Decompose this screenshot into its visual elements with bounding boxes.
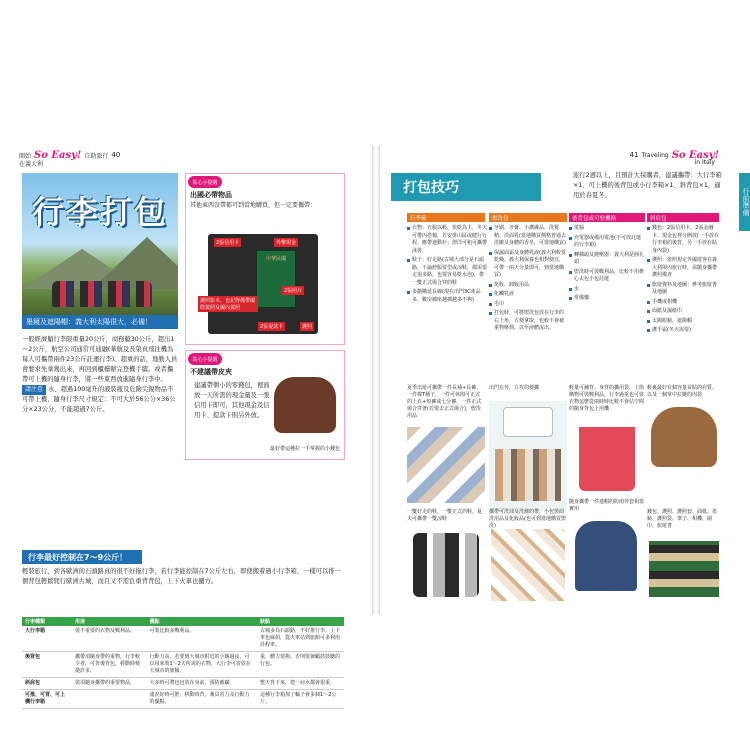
caption-toiletry-bag: 出門在外，方攻的便攜 (489, 385, 540, 391)
shoes-photo (413, 533, 479, 597)
label-photos: 2張照片 (284, 288, 303, 294)
essentials-title: 出國必帶物品 (190, 191, 232, 199)
wallet-tip-box (185, 350, 345, 460)
left-page (15, 145, 370, 705)
passport-image (256, 250, 296, 308)
running-head-label: 開始 (19, 152, 32, 160)
table-header: 行李種類 (22, 617, 72, 626)
list-item: 衣物：衣服以輕、快乾為主，冬天可帶內搭棉，若安排山區或健行行程，應帶連動衫；漂洋可租可攜帶泳裝 (407, 225, 487, 255)
table-cell: 裝須隨身攜帶的重要物品。 (72, 678, 146, 690)
list-item: 旅遊資料及地圖：參考旅遊書及地圖 (647, 282, 721, 297)
table-row (22, 690, 344, 709)
list-item: 轉插頭及變壓器：義大利是圓孔頭 (569, 252, 645, 267)
passport-wallet-photo (200, 234, 318, 334)
list-item: 常備藥 (569, 295, 645, 303)
shoulder-bag-list (647, 225, 721, 337)
right-page (383, 145, 750, 615)
table-header: 優點 (146, 617, 257, 626)
list-item: 多隨購延長線(現在出門3C產品多，數房插座越插越多不夠) (407, 289, 487, 304)
column-header-suitcase: 行李箱 (407, 213, 485, 222)
label-atm-cards: 2張提款卡 (260, 324, 284, 330)
brand-logo: So Easy! (671, 149, 719, 161)
list-item: 手機或相機 (647, 299, 721, 307)
label-foreign-cash: 外幣現金 (276, 240, 297, 246)
table-cell: 大行李箱 (22, 626, 72, 652)
caption-tote-bag: 輕量可舖背、身背的攜用袋，上街購物可裝戰利品，行李過重也可裝衣物這麼從兩時時比較不會佔空間的隨身背包上用機 (569, 385, 645, 412)
section-title: 打包技巧 (391, 173, 541, 201)
list-item: 毛巾 (489, 301, 567, 309)
list-item: 護照：依照規定外國遊客在義大利境內旅行時，需隨身攜帶護照備查 (647, 257, 721, 280)
backpack-list (569, 225, 645, 305)
list-item: 打包時，可將盥洗包放在行李的右上角，方便拿取，也較不會被重物壓到，以至液體流出。 (489, 310, 567, 333)
intro-paragraph (22, 335, 178, 415)
clothes-photo (407, 427, 485, 503)
jacket-photo (575, 521, 637, 591)
caption-cosmetics: 攜帶可洗油及洗滌的帶，小包裝面洗用品及化妝品(也可到當地購買盥洗) (489, 509, 566, 529)
column-header-backpack: 後背包或可登機箱 (569, 213, 645, 222)
table-cell: 可裝比較多戰利品。 (146, 626, 257, 652)
weight-subheading: 行李最好控制在7～9公斤！ (22, 550, 142, 564)
heart-badge-icon: 貼心小提醒 (188, 176, 222, 188)
list-item: 電腦 (569, 225, 645, 233)
page-number: 41 (629, 151, 639, 159)
caption-jacket: 隨身攜帶一件連帽的防雨外套相當實用 (569, 499, 645, 512)
table-header-row (22, 617, 344, 626)
wallet-tip-text: 建議帶個小的零錢包，裡面放一天所需的現金量及一張信用卡即可，其他現金及信用卡、提款卡則另外放。 (194, 382, 270, 419)
table-header: 用途 (72, 617, 146, 626)
list-item: 牙刷、牙膏、小護膚品、洗髮精、洗面乳(當地購買價格普通去洗臉及身體的香皂，可當地購買) (489, 225, 567, 248)
notice-tag: 請注意 (22, 385, 46, 395)
column-header-toiletry-bag: 盥洗包 (489, 213, 567, 222)
table-cell (72, 690, 146, 709)
chapter-side-tab: 行前準備 (739, 173, 750, 231)
essentials-text: 其他東西沒帶都可到當地購買，但一定要攜帶： (190, 202, 317, 209)
table-cell: 古城多為石頭路，不好推行李。上下車也麻煩，從火車站到旅館可多利用計程車。 (257, 626, 344, 652)
weight-paragraph: 輕裝旅行，到各歐洲的石頭路真的很不好拖行李，若行李能控制在7公斤左右，即使搬着過小行李箱、一樣可以推一個背包輕鬆爬行歐洲古城，而且又不需負重背背包，上下火車也蠻方。 (22, 568, 341, 585)
red-tote-photo (579, 427, 635, 491)
table-cell: 後背包 (22, 652, 72, 678)
section-intro: 旅行2週以上，且預計大採購者，建議攜帶：大行李箱×1、可上機的後背包或小行李箱×1、斜背包×1，適用於春夏冬。 (573, 172, 722, 199)
table-cell: 裝不重要的衣物及戰利品。 (72, 626, 146, 652)
caption-shoulder-bag: 輕裏最好有個容量並貼的肩質、以及一個掌中拉鏈的內袋 (647, 385, 718, 398)
label-passport: 護照 (302, 324, 313, 330)
luggage-table (22, 617, 344, 709)
book-gutter (372, 145, 380, 615)
table-cell: 諸況好時可推，移動時背，兼具省力及行動力的優點。 (146, 690, 257, 709)
list-item: 盥洗時可裝戰利品，比較不用擔心太包小包託運 (569, 269, 645, 284)
table-cell: 這種行李箱加了輪子會多個1～2公斤。 (257, 690, 344, 709)
table-cell: 斜肩包 (22, 678, 72, 690)
caption-wallet-items: 錢包、護照、護照套、面紙、墨鏡、護照袋、筆子、相機、圍巾、旅遊書 (647, 509, 718, 529)
label-passport-copy: 護照影本，也記得備帶國際駕照及國內駕照 (198, 296, 258, 312)
list-item: 水 (569, 286, 645, 294)
coin-purse-caption: 最好帶這種拉一手掌握的小錢包 (270, 446, 341, 452)
page-title: 行李打包 (32, 193, 169, 231)
wallet-items-photo (649, 541, 719, 597)
photo-caption: 墨鏡及遮陽帽：義大利太陽很大，必備！ (22, 315, 178, 329)
series-name: Traveling (641, 151, 669, 159)
list-item: 太陽眼鏡、遮陽帽 (647, 318, 721, 326)
list-item: 鞋子：好走路(古城大部分是石頭路，不論舒服要型或涼鞋，都需要走很多路，也要容易乾水泡)，帶一雙正式場合穿的鞋 (407, 257, 487, 287)
brand-logo: So Easy! (34, 149, 82, 161)
list-item: 化妝、卸妝用品 (489, 282, 567, 290)
caption-clothes: 夏季出遊可攜帶一件長袖+長褲，一件棉T桶子，一件可休閒可正式的上衣+短褲或七分褲、一件正式場合穿著(若要去正式場合)，盥洗用品 (407, 385, 482, 419)
leather-bag-photo (651, 407, 717, 467)
list-item: 化觸乳液 (489, 291, 567, 299)
passport-cover-text: 中華民國 (265, 256, 286, 262)
title-block (22, 173, 178, 329)
essentials-box (185, 173, 345, 345)
column-header-shoulder-bag: 斜肩包 (647, 213, 719, 222)
heart-badge-icon: 貼心小提醒 (188, 353, 222, 365)
table-cell: 大多時可將包包放在身前，預防被竊。 (146, 678, 257, 690)
wallet-tip-title: 不建議帶皮夾 (190, 368, 232, 376)
notice-text: 水、超過100毫升的液裝瓶及危險尖銳物品不可帶上機，隨身行李尺寸規定：不可大於56公分×36公分×23公分，不能超過7公斤。 (22, 386, 176, 413)
caption-shoes: 一雙好走的鞋，一雙正式的鞋，夏天可攜帶一雙涼鞋 (407, 509, 483, 522)
toiletries-photo (489, 401, 567, 511)
list-item: 面紙及濕紙巾 (647, 308, 721, 316)
table-cell: 行動力高。若要到大城市附近的小鎮過夜，可以用來裝1～2天所需的衣物，大行李可寄放在大城市的旅館。 (146, 652, 257, 678)
country-label: 在義大利 (19, 161, 44, 168)
toiletry-list (489, 225, 567, 335)
table-cell: 整天背下來，建一肩水都會很重。 (257, 678, 344, 690)
list-item: 錢包：2張信用卡、2張金融卡、現金包裡分開放(一手放在行李箱的後背，另一手放在貼身內袋) (647, 225, 721, 255)
list-item: 護手霜(冬天需要) (647, 327, 721, 335)
table-cell: 可推、可背、可上機行李箱 (22, 690, 72, 709)
coin-purse-photo (274, 377, 336, 433)
table-row (22, 626, 344, 652)
cosmetics-photo (491, 529, 565, 601)
list-item: 保濕面霜及身體乳液(義大利較當乾燥，義大利保養也相對便宜，可帶一兩天分量即可，到當地購買) (489, 250, 567, 280)
suitcase-list (407, 225, 487, 306)
table-row (22, 678, 344, 690)
country-label: in Italy (694, 159, 715, 166)
table-row (22, 652, 344, 678)
list-item: 充電器或備用電池(不可放託運的行李箱) (569, 235, 645, 250)
intro-text: 一般經濟艙行李限重量20公斤，商務艙30公斤，超出1～2公斤，航空公司通常可通融(華航及長榮真飛往機為每人可攜帶兩件23公斤託運行李)。超重的話，地勤人員會要求先拿幾出來，再回到櫃檯辦完登機手續。或者攜帶可上機的隨身行李，將一些東西放進隨身行李中。 (22, 336, 178, 383)
label-credit-cards: 2張信用卡 (216, 240, 240, 246)
series-name: 自助旅行 (84, 152, 109, 160)
table-cell: 重，體力要夠。否則要兼顧鼓鼓聽的行包。 (257, 652, 344, 678)
page-number: 40 (111, 151, 121, 159)
table-cell: 攜帶須隨身帶的重物，行李較少者，可背後背包，移動時便捷許多。 (72, 652, 146, 678)
table-header: 缺點 (257, 617, 344, 626)
